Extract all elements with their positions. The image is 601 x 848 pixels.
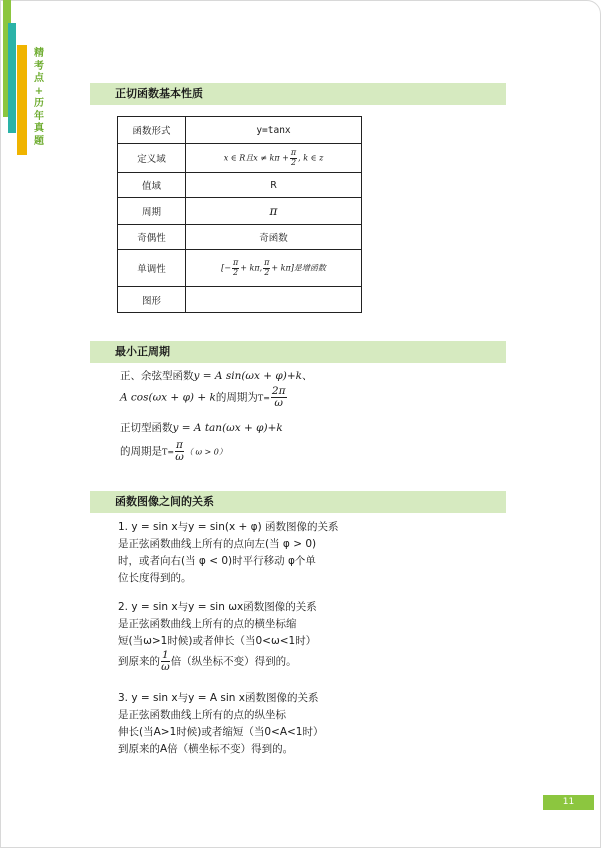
relation1-line2: 是正弦函数曲线上所有的点向左(当 φ > 0) bbox=[118, 538, 317, 550]
period-text: 、 bbox=[302, 370, 313, 382]
period-line-2 bbox=[120, 386, 288, 409]
fraction bbox=[161, 650, 170, 673]
row-key: 定义域 bbox=[118, 144, 186, 173]
row-value-monotonic bbox=[186, 250, 362, 287]
period-line-1 bbox=[120, 368, 313, 383]
table-row bbox=[118, 287, 362, 313]
numerator: π bbox=[232, 258, 239, 268]
relation1-line3: 时，或者向右(当 φ < 0)时平行移动 φ个单 bbox=[118, 555, 316, 567]
table-row bbox=[118, 225, 362, 250]
title-char: 考 bbox=[34, 60, 44, 72]
relation-text: 倍（纵坐标不变）得到的。 bbox=[170, 655, 297, 668]
relation2-line1: 2. y = sin x与y = sin ωx函数图像的关系 bbox=[118, 601, 317, 613]
table-row bbox=[118, 144, 362, 173]
fraction bbox=[232, 259, 239, 277]
table-row bbox=[118, 198, 362, 225]
tangent-properties-table bbox=[117, 116, 362, 313]
row-key: 图形 bbox=[118, 287, 186, 313]
denominator: ω bbox=[161, 661, 170, 674]
numerator: 2π bbox=[271, 385, 286, 397]
section-header-tangent: 正切函数基本性质 bbox=[90, 83, 506, 105]
title-char: 精 bbox=[34, 48, 44, 59]
row-value-domain bbox=[186, 144, 362, 173]
period-text: 的周期为 bbox=[215, 391, 258, 404]
fraction bbox=[263, 259, 270, 277]
formula: y = A sin(ωx + φ)+k bbox=[193, 370, 302, 382]
section-header-period: 最小正周期 bbox=[90, 341, 506, 363]
formula: A cos(ωx + φ) + k bbox=[120, 391, 216, 404]
row-value: 奇函数 bbox=[186, 225, 362, 250]
section-header-graph-relation: 函数图像之间的关系 bbox=[90, 491, 506, 513]
row-key: 单调性 bbox=[118, 250, 186, 287]
relation3-line4: 到原来的A倍（横坐标不变）得到的。 bbox=[118, 743, 294, 755]
relation3-line1: 3. y = sin x与y = A sin x函数图像的关系 bbox=[118, 692, 319, 704]
mono-text: + kπ]是增函数 bbox=[271, 263, 326, 273]
period-text: 正切型函数 bbox=[120, 422, 173, 434]
period-line-4 bbox=[120, 440, 227, 463]
row-value: π bbox=[186, 198, 362, 225]
vertical-title bbox=[32, 48, 46, 148]
table-row bbox=[118, 250, 362, 287]
table-row bbox=[118, 173, 362, 198]
relation-text: 到原来的 bbox=[118, 655, 160, 668]
period-text: 的周期是 bbox=[120, 445, 162, 458]
numerator: π bbox=[290, 148, 297, 158]
denominator: 2 bbox=[264, 267, 270, 277]
relation1-line1: 1. y = sin x与y = sin(x + φ) 函数图像的关系 bbox=[118, 521, 339, 533]
title-char: 真 bbox=[34, 123, 44, 134]
numerator: π bbox=[264, 258, 270, 268]
period-text: T= bbox=[257, 393, 270, 403]
decor-bar-yellow bbox=[17, 45, 27, 155]
period-line-3 bbox=[120, 420, 283, 435]
title-char: 年 bbox=[34, 110, 44, 122]
period-text: T= bbox=[162, 447, 175, 457]
row-key: 函数形式 bbox=[118, 117, 186, 144]
relation1-line4: 位长度得到的。 bbox=[118, 572, 192, 584]
denominator: ω bbox=[274, 397, 283, 410]
domain-text: x ∈ R且x ≠ kπ + bbox=[223, 153, 289, 163]
row-key: 周期 bbox=[118, 198, 186, 225]
title-char: 题 bbox=[34, 135, 44, 147]
page-number: 11 bbox=[543, 795, 594, 810]
title-char: 历 bbox=[34, 98, 44, 109]
title-char: 点 bbox=[34, 73, 44, 84]
relation3-line2: 是正弦函数曲线上所有的点的纵坐标 bbox=[118, 709, 286, 721]
domain-text: , k ∈ z bbox=[298, 153, 324, 163]
row-value: y=tanx bbox=[186, 117, 362, 144]
relation2-line2: 是正弦函数曲线上所有的点的横坐标缩 bbox=[118, 618, 297, 630]
row-value: R bbox=[186, 173, 362, 198]
fraction bbox=[175, 440, 184, 463]
formula: y = A tan(ωx + φ)+k bbox=[172, 422, 283, 434]
row-value-graph bbox=[186, 287, 362, 313]
relation3-line3: 伸长(当A>1时候)或者缩短（当0<A<1时） bbox=[118, 726, 324, 738]
row-key: 值域 bbox=[118, 173, 186, 198]
numerator: π bbox=[176, 439, 183, 451]
title-char: + bbox=[34, 85, 44, 97]
denominator: 2 bbox=[290, 157, 297, 167]
relation2-line3: 短(当ω>1时候)或者伸长（当0<ω<1时） bbox=[118, 635, 317, 647]
fraction bbox=[271, 386, 287, 409]
mono-text: + kπ, bbox=[240, 263, 263, 273]
relation2-line4 bbox=[118, 650, 297, 673]
decor-bar-teal bbox=[8, 23, 16, 133]
period-text: 正、余弦型函数 bbox=[120, 370, 194, 382]
table-row bbox=[118, 117, 362, 144]
mono-text: [− bbox=[221, 263, 231, 273]
fraction bbox=[290, 149, 297, 167]
denominator: ω bbox=[175, 451, 184, 464]
numerator: 1 bbox=[162, 649, 169, 661]
period-text: （ ω > 0） bbox=[184, 447, 227, 457]
row-key: 奇偶性 bbox=[118, 225, 186, 250]
denominator: 2 bbox=[233, 267, 239, 277]
